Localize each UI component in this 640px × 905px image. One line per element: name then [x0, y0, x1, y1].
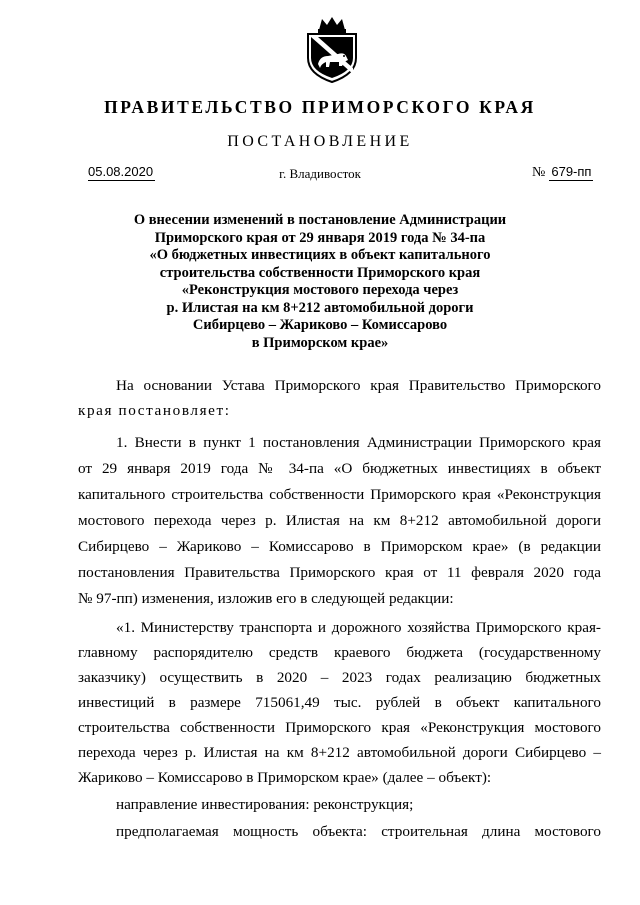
body-line: инвестиций в размере 715061,49 тыс. рублей в объект капитального — [78, 694, 601, 711]
document-date: 05.08.2020 — [88, 164, 154, 179]
body-line: от 29 января 2019 года № 34-па «О бюджетных инвестициях в объект — [78, 460, 601, 477]
government-title: ПРАВИТЕЛЬСТВО ПРИМОРСКОГО КРАЯ — [104, 97, 536, 117]
subject-line: «О бюджетных инвестициях в объект капитального — [149, 247, 491, 263]
body-line: На основании Устава Приморского края Правительство Приморского — [116, 377, 601, 394]
body-line: Жариково – Комиссарово в Приморском крае» (далее – объект): — [78, 769, 492, 786]
body-line: края постановляет: — [78, 402, 231, 419]
body-line: Сибирцево – Жариково – Комиссарово в Приморском крае» (в редакции — [78, 538, 601, 555]
body-line: № 97-пп) изменения, изложив его в следующей редакции: — [78, 590, 454, 607]
document-type: ПОСТАНОВЛЕНИЕ — [227, 133, 413, 150]
subject-line: строительства собственности Приморского края — [159, 264, 481, 281]
body-line: «1. Министерству транспорта и дорожного хозяйства Приморского края- — [116, 619, 601, 636]
body-line: мостового перехода через р. Илистая на км 8+212 автомобильной дороги — [78, 512, 601, 529]
subject-line: Сибирцево – Жариково – Комиссарово — [192, 317, 448, 333]
document-city: г. Владивосток — [279, 166, 361, 181]
document-number — [532, 164, 593, 181]
document-subject — [100, 212, 540, 352]
body-line: заказчику) осуществить в 2020 – 2023 годах реализацию бюджетных — [78, 669, 601, 686]
body-line: перехода через р. Илистая на км 8+212 автомобильной дороги Сибирцево – — [78, 744, 601, 761]
subject-line: в Приморском крае» — [251, 334, 389, 351]
body-line: направление инвестирования: реконструкция; — [116, 796, 414, 813]
number-value: 679-пп — [551, 164, 592, 179]
subject-line: р. Илистая на км 8+212 автомобильной дороги — [166, 299, 474, 316]
coat-of-arms-icon — [302, 16, 362, 84]
body-line: предполагаемая мощность объекта: строительная длина мостового — [116, 823, 601, 840]
subject-line: О внесении изменений в постановление Администрации — [133, 212, 507, 228]
body-line: капитального строительства собственности Приморского края «Реконструкция — [78, 486, 601, 503]
subject-line: Приморского края от 29 января 2019 года № 34-па — [154, 229, 486, 246]
body-line: постановления Правительства Приморского края от 11 февраля 2020 года — [78, 564, 601, 581]
number-sign: № — [532, 165, 546, 180]
body-line: главному распорядителю средств краевого бюджета (государственному — [78, 644, 601, 661]
body-line: строительства собственности Приморского края «Реконструкция мостового — [78, 719, 601, 736]
subject-line: «Реконструкция мостового перехода через — [181, 282, 459, 298]
body-line: 1. Внести в пункт 1 постановления Администрации Приморского края — [116, 434, 601, 451]
